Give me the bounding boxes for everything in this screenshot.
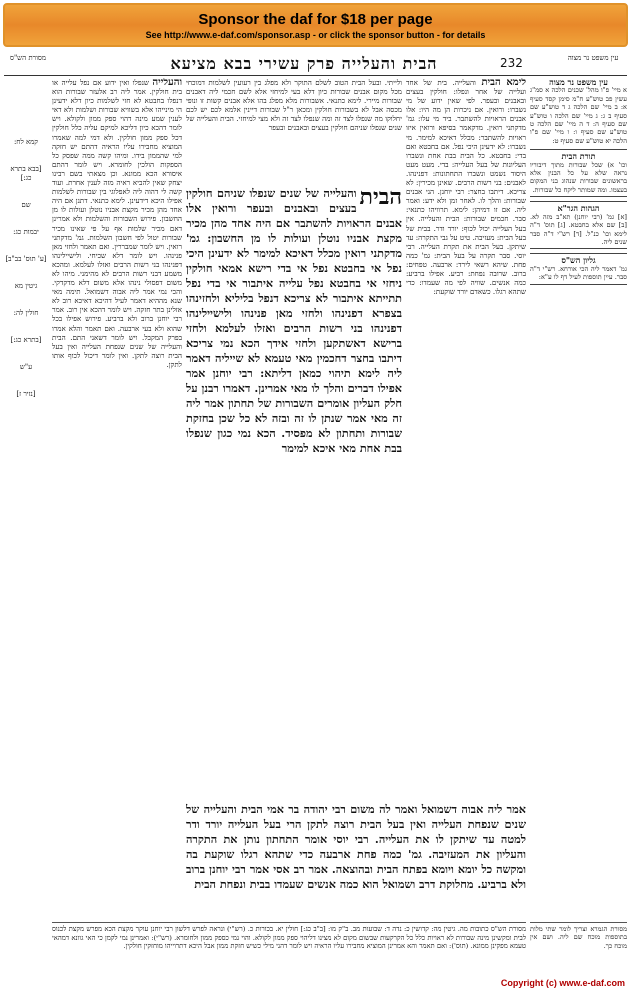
gemara-text: והעלייה של שנים שנפלו שניהם חולקין בעצים ובאבנים ובעפר ורואין אלו אבנים הראויות להשתבר אם היה אחד מהן מכיר מקצת אבניו נוטלן ועולות לו מן החשבון: גמ' מדקתני רואין מכלל דאיכא למימר לא ידעינן היכי נפל אי בחבטא נפל אי בדי רישא אמאי חולקין ניחזי אי בחבטא נפל עלייה איתבור אי בדי נפל תתייתא איתבור לא צריכא דנפל בליליא ולחזינהו בצפרא דפנינהו ולחזי מאן פנינהו ולישיילינהו דפנינהו בני רשות הרבים ואזלו לעלמא ולחזי ברישא דאשתקען ולחזי אידך הכא נמי צריכא דיתבו בחצר דחכמין מאי טעמא לא שייליה דאמר ליה לימא תיהוי כמאן דליתא: רבי יוחנן אמר אפילו דברים והלך לו מאי אמרינן. דאמרו רבנן על חלק העליון אומרים השבורות של תחתון אמר ליה זה מאי אמר שנתן לו זה ובזה לא כל שכן בחזקת שבורות ותחתון לא מפסיד. הכא נמי כגון שנפלו בבת אחת מאי איכא למימר <box>186 186 402 455</box>
margin-right-notes <box>530 78 627 918</box>
rashi-opening-word: הבית <box>481 78 501 88</box>
ein-mishpat-header: עין משפט נר מצוה <box>549 78 608 87</box>
margin-note: [נזיר ז] <box>16 390 36 398</box>
tosafot-text: שנפלו ואין ידוע אם נפל עלייה או בית חולקין. אמר ליה רב אלעזר שבורות הוא דנפלו בחבטא לא חזי לשלמות כיון דלא ידעינן הי מינייהו אלא בשוויא שבורות ושלמות ולא דאי לענין שמע מינה דהוי ספק ממון ולקולא. ויש לומר דהכא כיון דליכא למיקם עליה כלל חולקין דכל ספק ממון חולקין. ולא דמי למה שאמרו המוציא מחבירו עליו הראיה דהתם יש חזקה למי שהממון בידו. ומיהו קשה ממה שפסק כל הספקות הולכין לחומרא. ויש לומר דהתם איסורא הכא ממונא. וכן מצאתי בשם רבינו יצחק שאין להביא ראיה מזה לענין אחרת. ועוד קשה לי דהוה ליה לאפלוגי בין שבורות לשלמות אפילו היכא דידעינן. לימא כתנאי. דתנן אם היה אחד מהן מכיר מקצת אבניו נוטלן ועולות לו מן החשבון. פירוש השבורות והשלמות ולא אמרינן דאם מכיר שלמות אף על פי שאינו מכיר שבורות יטול לפי חשבון השלמות. גמ' מדקתני רואין. ויש לומר שמבררין. ואם תאמר ולחזי מאן פנינהו. ויש לומר דלא שכיחי. ולישיילינהו דפנינהו בני רשות הרבים ואזלו לעלמא. ומהכא משמע דבני רשות הרבים לא מהימני. מיהו לא משום דפסולי נינהו אלא משום דלא מדקדקי. והכי נמי אמר ליה אבוה דשמואל. תימה מאי שנא מההיא דאמר לעיל דהיכא דאיכא רוב לא אזלינן בתר חזקה. ויש לומר דהכא אין רוב. אמר רבי יוחנן ברוב ולא ברביע. פירוש אפילו בכל שהוא ולא בעי ארבעה. ואם תאמר והלא אמרו בפרק המקבל. ויש לומר דשאני התם. הבית והעלייה של שנים שנפחת העלייה ואין בעל הבית רוצה לתקן. ואין לומר דיכול לכוף אותו לתקן. <box>52 78 182 369</box>
margin-note: גיטין מא <box>14 282 38 290</box>
gemara-opening-word: הבית <box>359 184 402 210</box>
ein-mishpat-text: א מיי' פ"ו מהל' שכנים הלכה א סמ"ג עשין פב טוש"ע ח"מ סימן קסד סעיף א: ב מיי' שם הלכה ג ד טוש"ע שם סעיף ב ג: ג מיי' שם הלכה ו טוש"ע שם סעיף ה: ד ה מיי' שם הלכה ט טוש"ע שם סעיף ו: ו מיי' שם פ"ו הלכה יא טוש"ע שם סעיף ט: <box>530 86 627 145</box>
hagahot-text: [א] גמ' (רבי יוחנן) תא"ב מזה לא. [ב] שם אלא בחבטא. [ג] תוס' ד"ה לימא וכו' כנ"ל. [ד] רש"י ד"ה סבר שנים ליה. <box>530 212 627 246</box>
page-number: 232 <box>500 56 523 70</box>
sponsor-subtitle[interactable]: See http://www.e-daf.com/sponsor.asp - or click the sponsor button - for details <box>145 30 486 40</box>
sponsor-title[interactable]: Sponsor the daf for $18 per page <box>198 11 433 28</box>
header-right-label: עין משפט נר מצוה <box>567 54 619 62</box>
gemara-main-text <box>186 186 402 456</box>
gilyon-heading: גליון הש"ס <box>561 255 596 266</box>
header-left-label: מסורת הש"ס <box>9 54 47 62</box>
footer-right-commentary: מסורת הגמרא וצריך לומר שתי מלות בתוספות מוכח שם ליה. ושם אין מוכח כך. <box>530 922 627 974</box>
sponsor-banner[interactable] <box>3 3 628 47</box>
margin-note: [בבא בתרא כג:] <box>10 165 42 182</box>
gemara-column <box>186 78 402 798</box>
gemara-lower-text: אמר ליה אבוה דשמואל ואמר לה משום רבי יהודה בר אמי הבית והעלייה של שנים שנפחת העלייה ואין בעל הבית רוצה לתקן הרי בעל העלייה יורד ודר למטה עד שיתקן לו את העלייה. רבי יוסי אומר התחתון נותן את התקרה והעליון את המעזיבה. גמ' כמה פחת ארבעה כדי שתהא רגלו שוקעת בה ומקשה כל יומא ויומא בפתח הבית ובהוצאה. אמר רב אסי אמר רבי יוחנן ברוב ולא ברביע. מחלוקת דרב ושמואל הוא כמה אנשים שעמדו בבית ונפחת הבית <box>186 802 526 891</box>
talmud-page <box>4 52 627 982</box>
margin-note: שם <box>21 201 31 209</box>
margin-left-notes <box>4 78 48 918</box>
margin-note: [ע' תוס' בב"ב] <box>5 255 47 263</box>
rashi-heading: לימא <box>506 78 526 88</box>
gilyon-box <box>530 253 627 284</box>
tosafot-opening-word: והעלייה <box>152 78 182 88</box>
hagahot-box <box>530 201 627 249</box>
footer-commentary: מסורת הש"ס כתובות מה. גיטין מה: קדושין כ: נדה ד: שבועות מב. ב"ק מו: [ב"ב כג:] חולין יא. בכורות כ. (רש"י) ונראה לפרש דלשון רבי יוחנן עוקר מקצת הכא מפרש מקצת לכנוס לבית ומקשינן מינה שבורות לא ראויות כלל כל הקרקעות שבשום מקום לא מצינו דליהוי ספק ממון לקולא. והוי נמי כספק ממון ולחומרא. (רש"י): ואמרינן נמי לקמן כי האי גוונא דמהאי טעמא מפקינן ממונא. (תוס'): ואם תאמר והא אמרינן המוציא מחבירו עליו הראיה ויש לומר דהני מילי כשיש חזקת ממון אבל היכא דתרוייהו מוחזקין חולקין. <box>52 922 526 974</box>
page-header <box>4 52 627 76</box>
hagahot-heading: הגהות הגר"א <box>557 203 600 214</box>
rashi-text: והעלייה. בית של אחד ועלייה של אחר ונפלו: חולקין בעצים ובאבנים ובעפר. לפי שאין ידוע של מי נשברו: ורואין. אם ניכרות הן מה היו: אלו אבנים הראויות להשתבר. ביד מי עלו: גמ' מדקתני רואין. מדקאמר בסיפא ורואין איזו ראויות להשתבר: מכלל דאיכא למימר. מי נשברו: לא ידעינן היכי נפל. אם בחבטא ואם בדי: בחבטא. כל הבית בבת אחת ונשברו העליונות של בעל העלייה: בדי. מעט מעט היסוד נשמט ונשברו התחתונות: דפנינהו. לאבנים: בני רשות הרבים. שאינן מכירין: לא צריכא. דיתבו בחצר: רבי יוחנן. הני אבנים שבורות: והלך לו. לאחר זמן ולא ידע: ואמר ליה. אם זו דמיהן: לימא. תרוויהו כתנאי: סבר. חכמים שבורות: הבית והעלייה. אין בעל העלייה יכול לכוף: יורד ודר. בבית של בעל הבית: מעזיבה. טיט על גבי התקרה: עד שיתקן. בעל הבית את תקרת העלייה. רבי יוסי. סבר תקרה על בעל הבית: גמ' כמה פחת. שיהא רשאי לירד: ארבעה. טפחים: ברוב. שרובה נפחת: רביע. אפילו ברביע: כמה אנשים. שוויה לפי מה שעמדו: כדי שתהא רגלו. כשאדם יורד שוקעת: <box>406 78 526 297</box>
copyright-link[interactable]: Copyright (c) www.e-daf.com <box>500 978 625 988</box>
margin-note: [בתרא כג:] <box>10 336 42 344</box>
gilyon-text: גמ' דאמר ליה הכי אורחא. רש"י ד"ה סבר. עיין תוספות לעיל דף לו ע"א: <box>530 264 627 282</box>
margin-note: ע"ש <box>19 363 33 371</box>
torat-habayit-heading: תורת הבית <box>561 151 596 162</box>
margin-note: חולין לה: <box>13 309 39 317</box>
gemara-top-block: ולייתי. ובעל הבית הטוב לשלם התוקר ולא מפלג בין רעועין לשלמות דמוכחי מכל מקום אבנים שבורות כיון דלא בעי למיחזי אלא לשם חכמי ליה דאבנים שבורות מיירי. לימא כתנאי. אשבורות מלא מפלג בהו אלא אבנים קשות זו ונופי מכסה אבל לא בשבורות חולקין ומכאן ר"ל שבורות דיינין אלמא לכם יש לכם יחלוקו מה שנפלו לצד זה ומה שנפלו לצד זה ולא מצי למיחזי. הבית והעלייה של שנים שנפלו שניהם חולקין בעצים ובאבנים ובעפר <box>186 78 402 133</box>
torat-habayit-box <box>530 149 627 197</box>
torat-habayit-text: וכו' א) שכל שבורות מתוך דיבוריו נראה שלא על כל הבנין אלא בראשונים שבורות שנהוג בני המקום בעצמו. ומה שמותר ליקח כל שבורות. <box>530 160 627 194</box>
page-title: הבית והעלייה פרק עשירי בבא מציעא <box>170 54 438 73</box>
rashi-column <box>406 78 526 798</box>
margin-note: יבמות כג: <box>13 228 39 236</box>
margin-note: קמא לח: <box>13 138 39 146</box>
tosafot-column <box>52 78 182 918</box>
